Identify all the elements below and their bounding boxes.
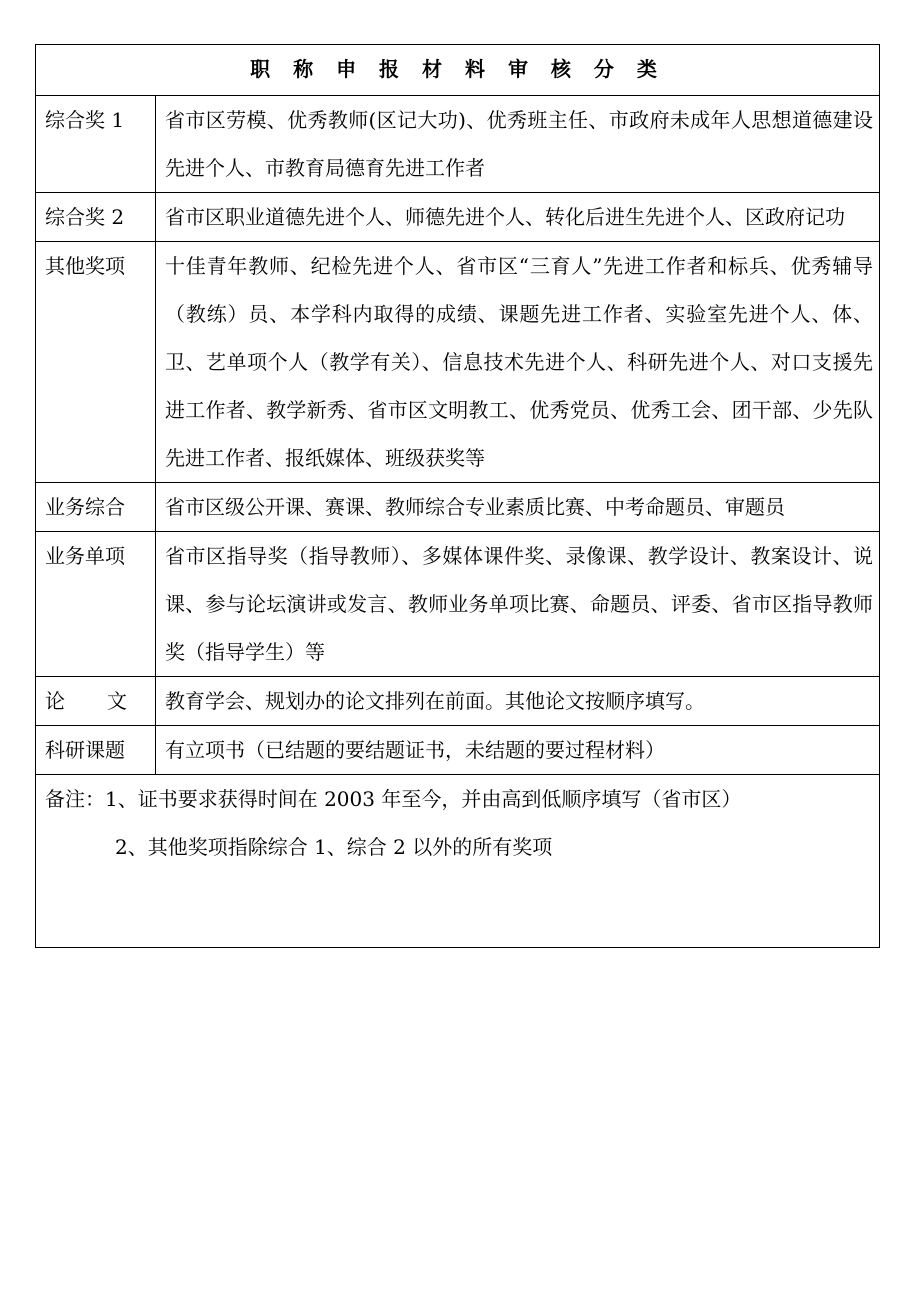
classification-table — [35, 44, 880, 948]
row-label-research-projects: 科研课题 — [36, 726, 156, 775]
row-content-business-single: 省市区指导奖（指导教师）、多媒体课件奖、录像课、教学设计、教案设计、说课、参与论坛演讲或发言、教师业务单项比赛、命题员、评委、省市区指导教师奖（指导学生）等 — [156, 532, 880, 677]
row-content-research-projects: 有立项书（已结题的要结题证书，未结题的要过程材料） — [156, 726, 880, 775]
row-content-business-comprehensive: 省市区级公开课、赛课、教师综合专业素质比赛、中考命题员、审题员 — [156, 483, 880, 532]
row-content-comprehensive-award-2: 省市区职业道德先进个人、师德先进个人、转化后进生先进个人、区政府记功 — [156, 193, 880, 242]
table-row — [36, 193, 880, 242]
note-line-1: 备注：1、证书要求获得时间在 2003 年至今，并由高到低顺序填写（省市区） — [45, 787, 742, 811]
row-label-comprehensive-award-2: 综合奖 2 — [36, 193, 156, 242]
row-content-papers: 教育学会、规划办的论文排列在前面。其他论文按顺序填写。 — [156, 677, 880, 726]
row-label-business-comprehensive: 业务综合 — [36, 483, 156, 532]
papers-label-part-2: 文 — [107, 689, 127, 713]
row-content-comprehensive-award-1: 省市区劳模、优秀教师(区记大功)、优秀班主任、市政府未成年人思想道德建设先进个人、市教育局德育先进工作者 — [156, 96, 880, 193]
title-row — [36, 45, 880, 96]
table-row — [36, 96, 880, 193]
notes-row — [36, 775, 880, 948]
row-label-comprehensive-award-1: 综合奖 1 — [36, 96, 156, 193]
row-label-papers — [36, 677, 156, 726]
table-row — [36, 532, 880, 677]
table-row — [36, 483, 880, 532]
row-label-business-single: 业务单项 — [36, 532, 156, 677]
papers-label — [45, 677, 127, 725]
table-row — [36, 677, 880, 726]
row-label-other-awards: 其他奖项 — [36, 242, 156, 483]
papers-label-part-1: 论 — [45, 689, 65, 713]
row-content-other-awards: 十佳青年教师、纪检先进个人、省市区“三育人”先进工作者和标兵、优秀辅导（教练）员、本学科内取得的成绩、课题先进工作者、实验室先进个人、体、卫、艺单项个人（教学有关）、信息技术先进个人、科研先进个人、对口支援先进工作者、教学新秀、省市区文明教工、优秀党员、优秀工会、团干部、少先队先进工作者、报纸媒体、班级获奖等 — [156, 242, 880, 483]
table-row — [36, 726, 880, 775]
table-row — [36, 242, 880, 483]
note-line-2: 2、其他奖项指除综合 1、综合 2 以外的所有奖项 — [115, 835, 553, 859]
table-title: 职 称 申 报 材 料 审 核 分 类 — [36, 45, 880, 96]
notes-cell — [36, 775, 880, 948]
